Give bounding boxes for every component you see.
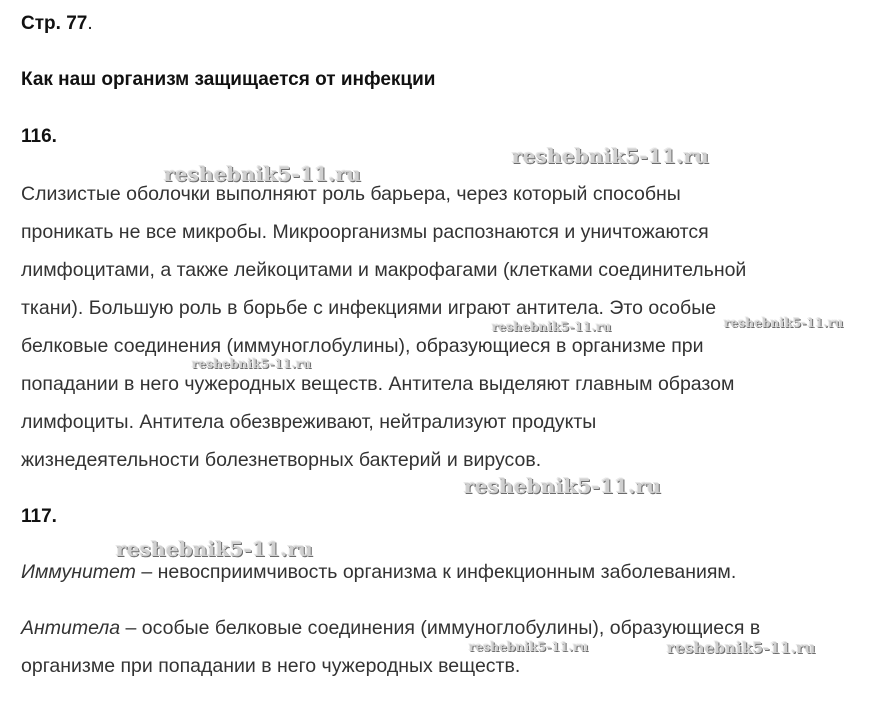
watermark: reshebnik5-11.ru <box>667 639 816 657</box>
watermark: reshebnik5-11.ru <box>724 316 844 330</box>
watermark: reshebnik5-11.ru <box>116 537 314 561</box>
page-number <box>21 13 93 35</box>
watermark: reshebnik5-11.ru <box>512 144 710 168</box>
definition-antibodies <box>21 609 760 685</box>
watermark: reshebnik5-11.ru <box>192 357 312 371</box>
task-117-number: 117. <box>21 506 57 527</box>
watermark: reshebnik5-11.ru <box>492 320 612 334</box>
answer-line: белковые соединения (иммуноглобулины), образующиеся в организме при <box>21 335 704 357</box>
watermark: reshebnik5-11.ru <box>469 640 589 654</box>
definition-line: организме при попадании в него чужеродных веществ. <box>21 655 521 677</box>
section-title: Как наш организм защищается от инфекции <box>21 69 436 90</box>
answer-line: Слизистые оболочки выполняют роль барьера, через который способны <box>21 183 681 205</box>
term-antibodies: Антитела <box>21 617 121 639</box>
definition-line <box>21 609 760 647</box>
task-116-number: 116. <box>21 126 57 147</box>
term-immunity: Иммунитет <box>21 561 136 583</box>
answer-line: лимфоциты. Антитела обезвреживают, нейтрализуют продукты <box>21 411 597 433</box>
antibodies-definition-text: – особые белковые соединения (иммуноглобулины), образующиеся в <box>120 617 761 639</box>
task-116-answer <box>21 175 746 479</box>
watermark: reshebnik5-11.ru <box>464 474 662 498</box>
answer-line: попадании в него чужеродных веществ. Антитела выделяют главным образом <box>21 373 735 395</box>
answer-line: ткани). Большую роль в борьбе с инфекциями играют антитела. Это особые <box>21 297 717 319</box>
watermark: reshebnik5-11.ru <box>164 162 362 186</box>
page-number-label: Стр. 77 <box>21 13 88 34</box>
immunity-definition-text: – невосприимчивость организма к инфекционным заболеваниям. <box>135 561 737 583</box>
answer-line: проникать не все микробы. Микроорганизмы распознаются и уничтожаются <box>21 221 709 243</box>
answer-line: жизнедеятельности болезнетворных бактерий и вирусов. <box>21 449 542 471</box>
page-number-suffix: . <box>87 13 93 34</box>
answer-line: лимфоцитами, а также лейкоцитами и макрофагами (клетками соединительной <box>21 259 747 281</box>
